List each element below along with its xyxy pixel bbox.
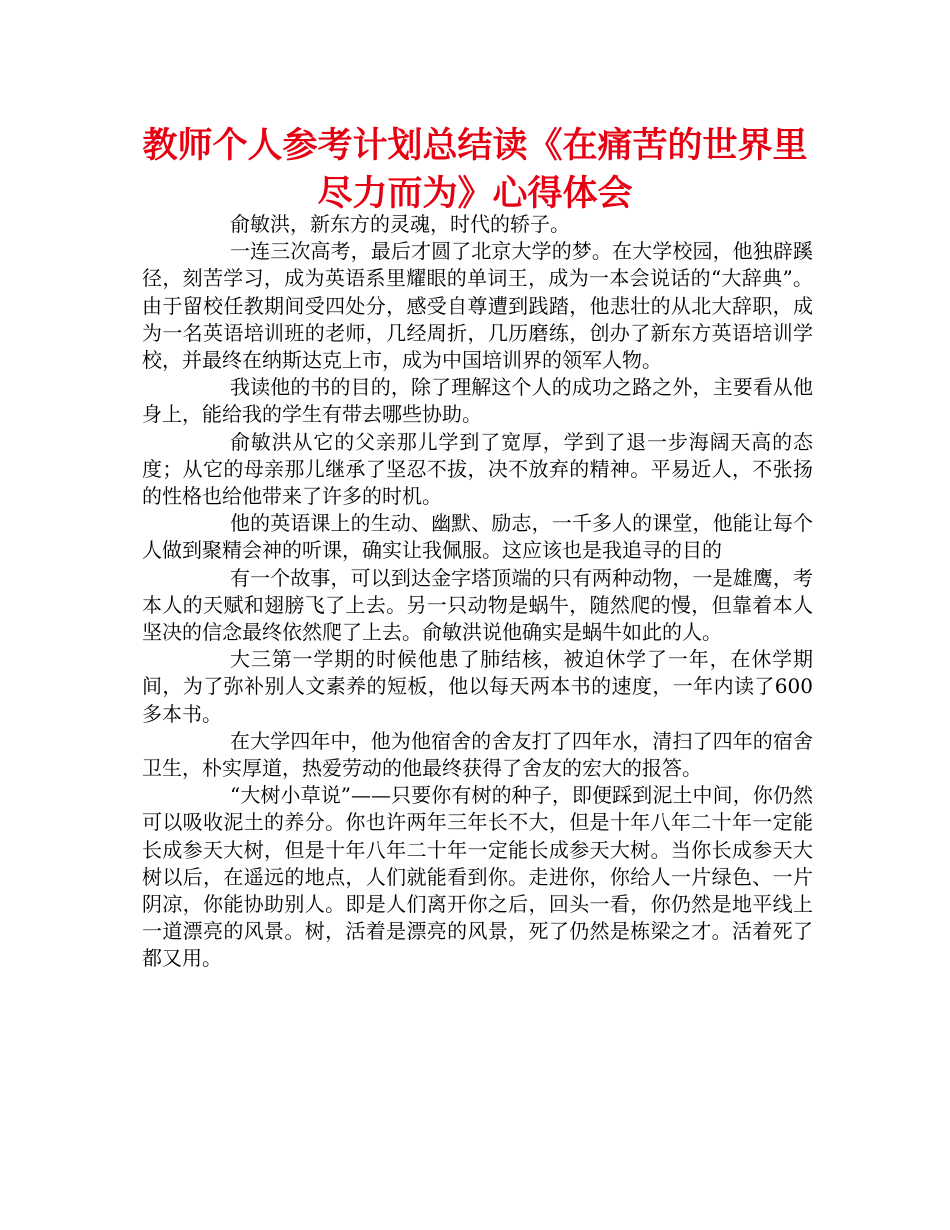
paragraph: 在大学四年中，他为他宿舍的舍友打了四年水，清扫了四年的宿舍卫生，朴实厚道，热爱劳动的他最终获得了舍友的宏大的报答。 — [142, 728, 813, 781]
paragraph: 大三第一学期的时候他患了肺结核，被迫休学了一年，在休学期间，为了弥补别人文素养的短板，他以每天两本书的速度，一年内读了600多本书。 — [142, 647, 813, 726]
paragraph: 俞敏洪，新东方的灵魂，时代的轿子。 — [230, 212, 570, 236]
paragraph: 一连三次高考，最后才圆了北京大学的梦。在大学校园，他独辟蹊径，刻苦学习，成为英语系里耀眼的单词王，成为一本会说话的“大辞典”。由于留校任教期间受四处分，感受自尊遭到践踏，他悲壮的从北大辞职，成为一名英语培训班的老师，几经周折，几历磨练，创办了新东方英语培训学校，并最终在纳斯达克上市，成为中国培训界的领军人物。 — [142, 239, 813, 373]
paragraph: 有一个故事，可以到达金字塔顶端的只有两种动物，一是雄鹰，考本人的天赋和翅膀飞了上去。另一只动物是蜗牛，随然爬的慢，但靠着本人坚决的信念最终依然爬了上去。俞敏洪说他确实是蜗牛如此的人。 — [142, 565, 813, 645]
paragraph: 我读他的书的目的，除了理解这个人的成功之路之外，主要看从他身上，能给我的学生有带去哪些协助。 — [142, 375, 813, 427]
paragraph: 俞敏洪从它的父亲那儿学到了宽厚，学到了退一步海阔天高的态度；从它的母亲那儿继承了坚忍不拔，决不放弃的精神。平易近人，不张扬的性格也给他带来了许多的时机。 — [142, 429, 813, 509]
paragraph: “大树小草说”——只要你有树的种子，即便踩到泥土中间，你仍然可以吸收泥土的养分。你也许两年三年长不大，但是十年八年二十年一定能长成参天大树，但是十年八年二十年一定能长成参天大树。当你长成参天大树以后，在遥远的地点，人们就能看到你。走进你，你给人一片绿色、一片阴凉，你能协助别人。即是人们离开你之后，回头一看，你仍然是地平线上一道漂亮的风景。树，活着是漂亮的风景，死了仍然是栋梁之才。活着死了都又用。 — [142, 783, 813, 971]
document-body — [142, 211, 813, 973]
document-title: 教师个人参考计划总结读《在痛苦的世界里尽力而为》心得体会 — [142, 126, 808, 214]
paragraph: 他的英语课上的生动、幽默、励志，一千多人的课堂，他能让每个人做到聚精会神的听课，确实让我佩服。这应该也是我追寻的目的 — [142, 511, 813, 563]
